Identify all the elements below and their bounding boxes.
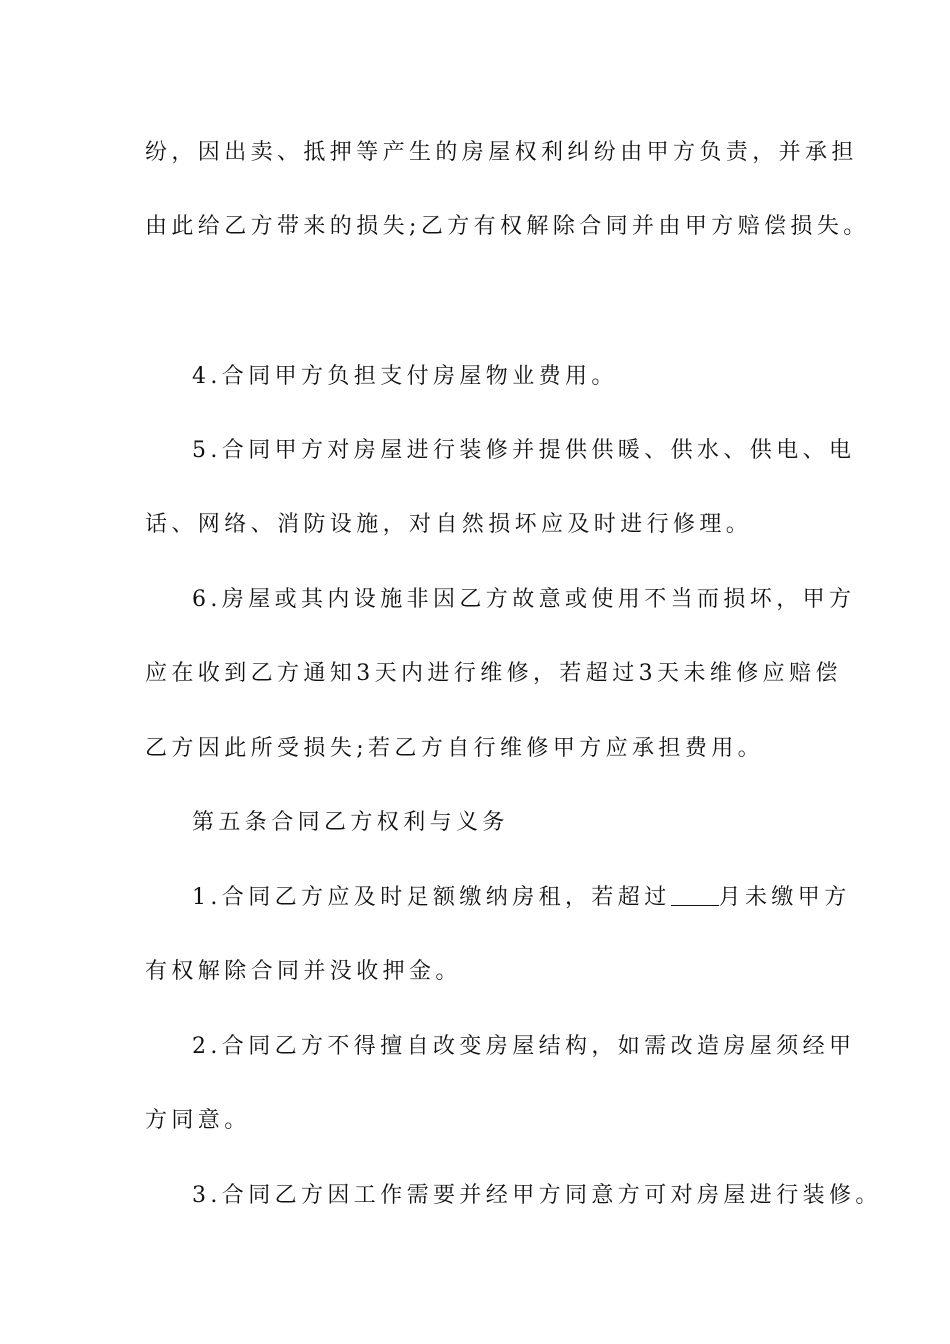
clause-5-1 (192, 883, 851, 913)
paragraph-line: 话、网络、消防设施，对自然损坏应及时进行修理。 (145, 512, 753, 537)
clause-text: 1.合同乙方应及时足额缴纳房租，若超过 (192, 885, 671, 910)
clause-5-3: 3.合同乙方因工作需要并经甲方同意方可对房屋进行装修。 (192, 1183, 882, 1208)
clause-4: 4.合同甲方负担支付房屋物业费用。 (192, 364, 618, 389)
clause-5: 5.合同甲方对房屋进行装修并提供供暖、供水、供电、电 (192, 438, 856, 463)
paragraph-line: 方同意。 (145, 1108, 251, 1133)
clause-5-2: 2.合同乙方不得擅自改变房屋结构，如需改造房屋须经甲 (192, 1034, 856, 1059)
fill-in-blank (671, 885, 719, 906)
paragraph-line: 乙方因此所受损失;若乙方自行维修甲方应承担费用。 (145, 736, 765, 761)
paragraph-line: 纷，因出卖、抵押等产生的房屋权利纠纷由甲方负责，并承担 (145, 140, 858, 165)
paragraph-line: 有权解除合同并没收押金。 (145, 959, 462, 984)
clause-6: 6.房屋或其内设施非因乙方故意或使用不当而损坏，甲方 (192, 587, 856, 612)
paragraph-line: 应在收到乙方通知3天内进行维修，若超过3天未维修应赔偿 (145, 661, 842, 686)
paragraph-line: 由此给乙方带来的损失;乙方有权解除合同并由甲方赔偿损失。 (145, 214, 870, 239)
clause-text: 月未缴甲方 (718, 885, 851, 910)
section-heading: 第五条合同乙方权利与义务 (192, 810, 509, 835)
